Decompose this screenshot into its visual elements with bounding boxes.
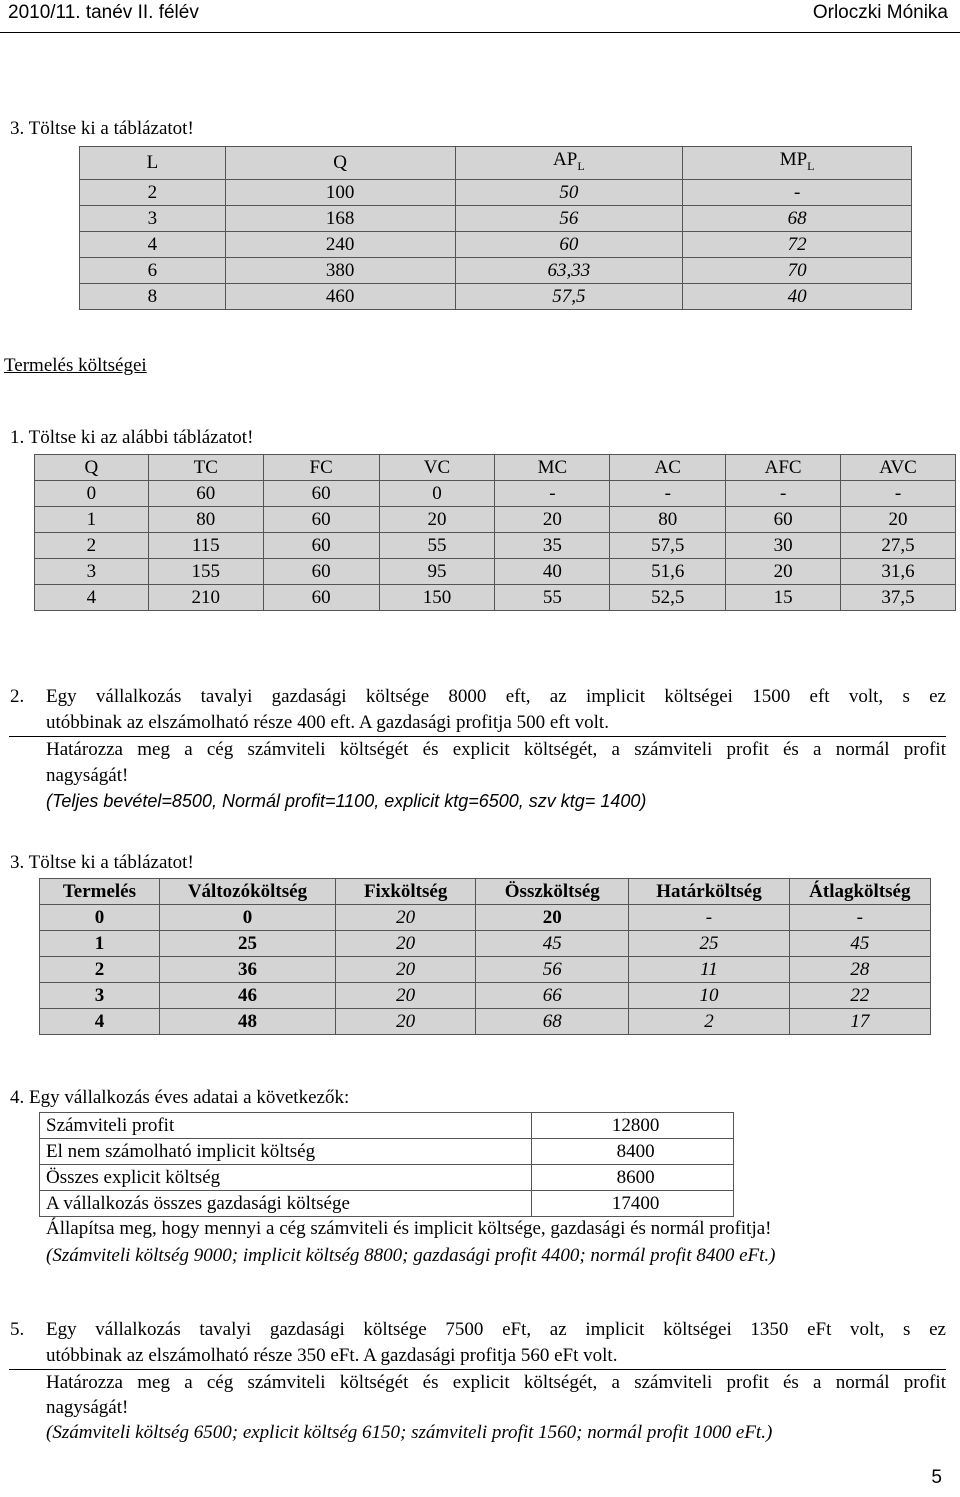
table-row	[40, 1165, 734, 1191]
table-cell: 45	[476, 931, 629, 957]
table-cell: 40	[495, 559, 610, 585]
table-row	[80, 205, 912, 231]
sec1-header-cell: FC	[263, 455, 379, 481]
table-cell: 1	[40, 931, 160, 957]
table-cell: 57,5	[610, 533, 726, 559]
table-cell: 8400	[532, 1139, 734, 1165]
table-cell: 6	[80, 257, 226, 283]
sec3a-header-mp: MP	[779, 149, 808, 170]
table-cell: 380	[225, 257, 455, 283]
table-cell: 3	[40, 983, 160, 1009]
table-cell: 1	[35, 507, 149, 533]
table-row	[40, 983, 931, 1009]
table-cell: 20	[336, 983, 476, 1009]
table-cell: 2	[40, 957, 160, 983]
sec3a-header-cell	[455, 147, 683, 180]
table-cell: 2	[35, 533, 149, 559]
table-cell: 8	[80, 283, 226, 309]
table-row	[80, 179, 912, 205]
table-row	[40, 1113, 734, 1139]
table-cell: 63,33	[455, 257, 683, 283]
table-cell: A vállalkozás összes gazdasági költsége	[40, 1191, 532, 1217]
table-cell: 2	[629, 1009, 789, 1035]
table-cell: 60	[263, 559, 379, 585]
table-cell: -	[726, 481, 841, 507]
sec2-divider	[9, 736, 946, 737]
header-author: Orloczki Mónika	[812, 2, 948, 23]
sec2-line2: utóbbinak az elszámolható része 400 eft. A gazdasági profitja 500 eft volt.	[46, 712, 609, 733]
sec5-number: 5.	[10, 1319, 25, 1340]
table-cell: 66	[476, 983, 629, 1009]
table-cell: 210	[148, 585, 263, 611]
table-cell: 20	[336, 1009, 476, 1035]
sec1-header-cell: AFC	[726, 455, 841, 481]
sec4-table	[39, 1112, 734, 1217]
table-cell: 60	[455, 231, 683, 257]
sec1-header-cell: VC	[379, 455, 495, 481]
table-cell: 0	[159, 905, 335, 931]
table-cell: 0	[35, 481, 149, 507]
table-cell: 57,5	[455, 283, 683, 309]
table-cell: 60	[263, 481, 379, 507]
page-number: 5	[931, 1467, 942, 1488]
table-cell: 56	[455, 205, 683, 231]
sec3a-header-cell: L	[80, 147, 226, 180]
table-cell: 15	[726, 585, 841, 611]
table-cell: El nem számolható implicit költség	[40, 1139, 532, 1165]
sec3a-header-ap: AP	[553, 149, 578, 170]
table-cell: 0	[379, 481, 495, 507]
table-row	[40, 905, 931, 931]
sec3a-header-row	[80, 147, 912, 180]
sec3b-header-cell: Termelés	[40, 879, 160, 905]
table-row	[40, 957, 931, 983]
table-cell: 37,5	[841, 585, 956, 611]
table-cell: 52,5	[610, 585, 726, 611]
table-cell: 150	[379, 585, 495, 611]
sec5-line1: Egy vállalkozás tavalyi gazdasági költsége 7500 eFt, az implicit költségei 1350 eFt volt, s ez	[46, 1319, 946, 1340]
table-cell: 115	[148, 533, 263, 559]
sec1-label: 1. Töltse ki az alábbi táblázatot!	[10, 427, 254, 448]
table-cell: -	[789, 905, 930, 931]
table-row	[35, 585, 956, 611]
table-cell: 36	[159, 957, 335, 983]
table-cell: 30	[726, 533, 841, 559]
table-cell: 50	[455, 179, 683, 205]
sec1-header-cell: AC	[610, 455, 726, 481]
table-row	[40, 1139, 734, 1165]
table-cell: 28	[789, 957, 930, 983]
table-cell: 46	[159, 983, 335, 1009]
table-cell: Összes explicit költség	[40, 1165, 532, 1191]
section-title: Termelés költségei	[4, 355, 147, 376]
table-cell: 72	[683, 231, 912, 257]
table-cell: 155	[148, 559, 263, 585]
sec3a-header-sub: L	[577, 158, 585, 173]
sec2-line3: Határozza meg a cég számviteli költségét és explicit költségét, a számviteli profit és a normál profit	[46, 739, 946, 760]
table-cell: 60	[148, 481, 263, 507]
table-row	[35, 533, 956, 559]
table-row	[40, 931, 931, 957]
sec2-number: 2.	[10, 686, 25, 707]
table-cell: 4	[40, 1009, 160, 1035]
table-cell: 20	[336, 931, 476, 957]
table-cell: 20	[726, 559, 841, 585]
table-cell: 17	[789, 1009, 930, 1035]
table-cell: 80	[148, 507, 263, 533]
sec3b-table	[39, 878, 931, 1035]
table-cell: 8600	[532, 1165, 734, 1191]
table-cell: 51,6	[610, 559, 726, 585]
sec5-divider	[9, 1369, 946, 1370]
table-cell: 17400	[532, 1191, 734, 1217]
sec3b-header-row	[40, 879, 931, 905]
sec5-line2: utóbbinak az elszámolható része 350 eFt. A gazdasági profitja 560 eFt volt.	[46, 1345, 618, 1366]
sec3b-label: 3. Töltse ki a táblázatot!	[10, 852, 194, 873]
table-cell: 35	[495, 533, 610, 559]
table-cell: -	[610, 481, 726, 507]
sec1-table	[34, 454, 956, 611]
table-cell: 80	[610, 507, 726, 533]
sec3b-header-cell: Fixköltség	[336, 879, 476, 905]
table-row	[35, 559, 956, 585]
table-cell: 3	[35, 559, 149, 585]
sec1-header-cell: TC	[148, 455, 263, 481]
table-cell: 48	[159, 1009, 335, 1035]
table-cell: -	[841, 481, 956, 507]
table-row	[40, 1191, 734, 1217]
table-row	[35, 481, 956, 507]
table-cell: 68	[683, 205, 912, 231]
table-cell: 40	[683, 283, 912, 309]
table-row	[80, 283, 912, 309]
table-cell: 20	[476, 905, 629, 931]
table-cell: 55	[495, 585, 610, 611]
header-divider	[0, 32, 960, 33]
table-row	[80, 231, 912, 257]
sec4-answer: (Számviteli költség 9000; implicit költség 8800; gazdasági profit 4400; normál profit 8400 eFt.)	[46, 1245, 776, 1266]
table-cell: 3	[80, 205, 226, 231]
table-cell: 20	[379, 507, 495, 533]
sec1-header-cell: MC	[495, 455, 610, 481]
table-cell: -	[495, 481, 610, 507]
table-cell: 22	[789, 983, 930, 1009]
table-cell: 60	[263, 585, 379, 611]
sec3a-header-cell	[683, 147, 912, 180]
sec5-line4: nagyságát!	[46, 1397, 129, 1418]
table-cell: 460	[225, 283, 455, 309]
table-cell: 55	[379, 533, 495, 559]
table-cell: 27,5	[841, 533, 956, 559]
table-cell: -	[629, 905, 789, 931]
table-cell: -	[683, 179, 912, 205]
header-semester: 2010/11. tanév II. félév	[8, 2, 199, 23]
table-cell: 10	[629, 983, 789, 1009]
sec3b-header-cell: Átlagköltség	[789, 879, 930, 905]
table-cell: 60	[263, 533, 379, 559]
table-cell: 70	[683, 257, 912, 283]
sec2-line4: nagyságát!	[46, 765, 129, 786]
sec3a-label: 3. Töltse ki a táblázatot!	[10, 118, 194, 139]
table-cell: 20	[841, 507, 956, 533]
table-cell: 68	[476, 1009, 629, 1035]
table-cell: 25	[629, 931, 789, 957]
sec4-label: 4. Egy vállalkozás éves adatai a következők:	[10, 1087, 350, 1108]
table-cell: 20	[336, 905, 476, 931]
sec4-question: Állapítsa meg, hogy mennyi a cég számviteli és implicit költsége, gazdasági és normál profitja!	[46, 1218, 772, 1239]
table-cell: 25	[159, 931, 335, 957]
table-row	[80, 257, 912, 283]
sec3a-table	[79, 146, 912, 310]
table-cell: 100	[225, 179, 455, 205]
table-cell: 0	[40, 905, 160, 931]
sec3b-header-cell: Összköltség	[476, 879, 629, 905]
sec1-header-row	[35, 455, 956, 481]
table-cell: 31,6	[841, 559, 956, 585]
sec3a-header-sub: L	[807, 158, 815, 173]
sec3b-header-cell: Határköltség	[629, 879, 789, 905]
table-row	[35, 507, 956, 533]
table-cell: 20	[495, 507, 610, 533]
table-cell: 12800	[532, 1113, 734, 1139]
sec2-answer: (Teljes bevétel=8500, Normál profit=1100, explicit ktg=6500, szv ktg= 1400)	[46, 791, 647, 811]
table-cell: 240	[225, 231, 455, 257]
table-cell: Számviteli profit	[40, 1113, 532, 1139]
sec3a-header-cell: Q	[225, 147, 455, 180]
table-cell: 60	[726, 507, 841, 533]
table-cell: 95	[379, 559, 495, 585]
table-cell: 4	[80, 231, 226, 257]
table-cell: 168	[225, 205, 455, 231]
table-cell: 2	[80, 179, 226, 205]
sec1-header-cell: Q	[35, 455, 149, 481]
table-cell: 56	[476, 957, 629, 983]
table-cell: 20	[336, 957, 476, 983]
sec1-header-cell: AVC	[841, 455, 956, 481]
table-cell: 11	[629, 957, 789, 983]
sec5-line3: Határozza meg a cég számviteli költségét és explicit költségét, a számviteli profit és a normál profit	[46, 1372, 946, 1393]
table-cell: 45	[789, 931, 930, 957]
sec3b-header-cell: Változóköltség	[159, 879, 335, 905]
sec2-line1: Egy vállalkozás tavalyi gazdasági költsége 8000 eft, az implicit költségei 1500 eft volt, s ez	[46, 686, 946, 707]
table-row	[40, 1009, 931, 1035]
table-cell: 60	[263, 507, 379, 533]
table-cell: 4	[35, 585, 149, 611]
sec5-answer: (Számviteli költség 6500; explicit költség 6150; számviteli profit 1560; normál profit 1000 eFt.)	[46, 1422, 773, 1443]
